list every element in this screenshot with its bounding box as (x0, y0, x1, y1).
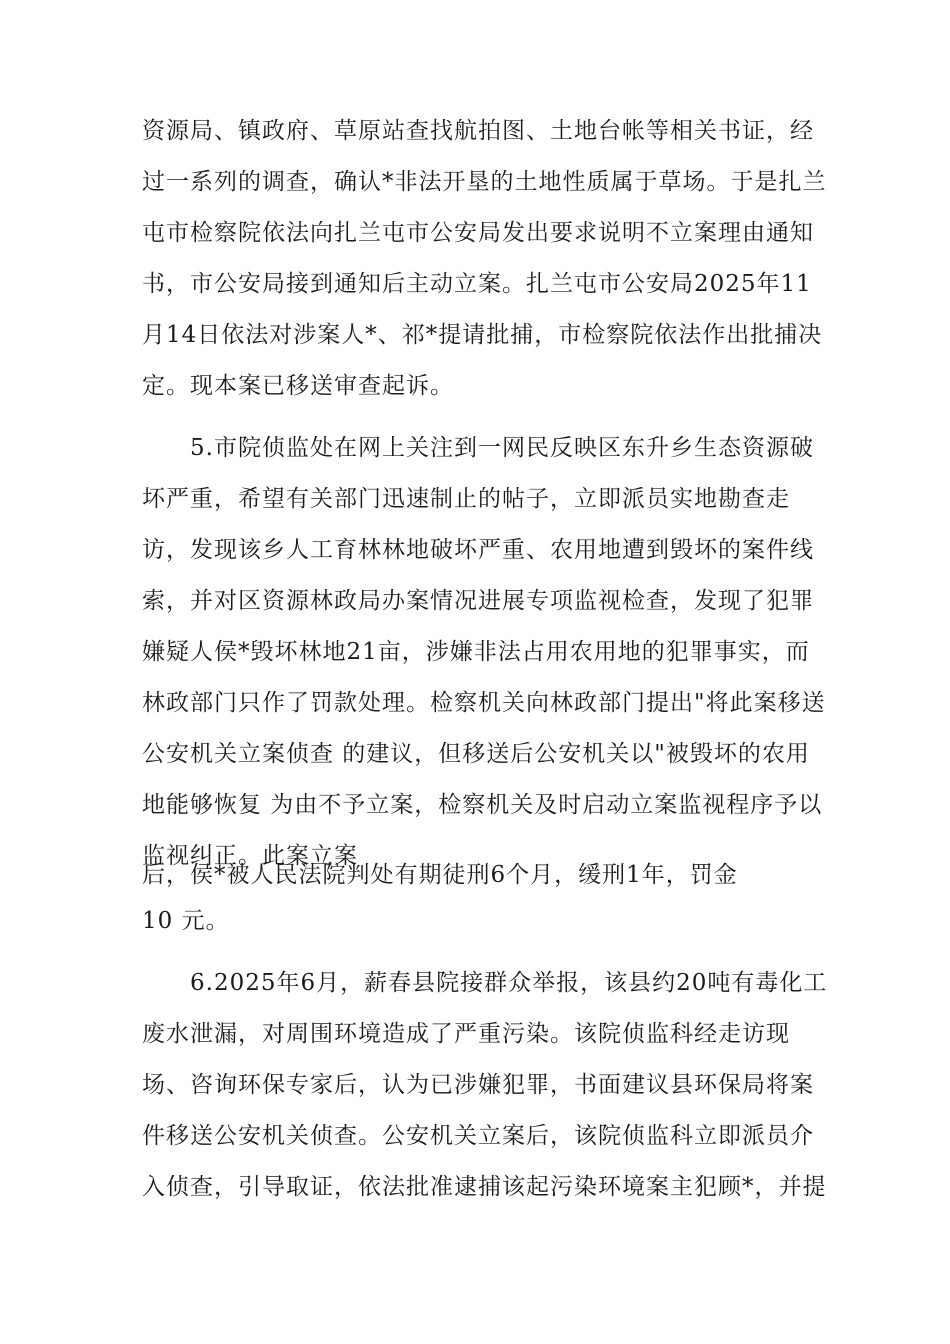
text-line: 资源局、镇政府、草原站查找航拍图、土地台帐等相关书证，经 (142, 118, 814, 144)
paragraph-5-first-line: 5.市院侦监处在网上关注到一网民反映区东升乡生态资源破 (190, 435, 814, 461)
paragraph-6-first-line: 6.2025年6月，薪春县院接群众举报，该县约20吨有毒化工 (190, 970, 828, 996)
text-line: 件移送公安机关侦查。公安机关立案后，该院侦监科立即派员介 (142, 1123, 814, 1149)
text-line: 定。现本案已移送审查起诉。 (142, 373, 454, 399)
text-line: 屯市检察院依法向扎兰屯市公安局发出要求说明不立案理由通知 (142, 220, 814, 246)
text-line: 监视纠正。此案立案 (142, 843, 358, 869)
text-line: 后，侯*被人民法院判处有期徒刑6个月，缓刑1年，罚金 (142, 862, 738, 888)
text-line: 10 元。 (142, 908, 230, 934)
text-line: 入侦查，引导取证，依法批准逮捕该起污染环境案主犯顾*，并提 (142, 1174, 827, 1200)
text-line: 坏严重，希望有关部门迅速制止的帖子，立即派员实地勘查走 (142, 486, 790, 512)
text-line: 索，并对区资源林政局办案情况进展专项监视检查，发现了犯罪 (142, 588, 814, 614)
text-line: 访，发现该乡人工育林林地破坏严重、农用地遭到毁坏的案件线 (142, 537, 814, 563)
text-line: 废水泄漏，对周围环境造成了严重污染。该院侦监科经走访现 (142, 1021, 790, 1047)
text-line: 林政部门只作了罚款处理。检察机关向林政部门提出"将此案移送 (142, 690, 826, 716)
text-line: 地能够恢复 为由不予立案，检察机关及时启动立案监视程序予以 (142, 792, 823, 818)
text-line: 场、咨询环保专家后，认为已涉嫌犯罪，书面建议县环保局将案 (142, 1072, 814, 1098)
text-line: 书，市公安局接到通知后主动立案。扎兰屯市公安局2025年11 (142, 271, 812, 297)
text-line: 公安机关立案侦查 的建议，但移送后公安机关以"被毁坏的农用 (142, 741, 810, 767)
text-line: 嫌疑人侯*毁坏林地21亩，涉嫌非法占用农用地的犯罪事实，而 (142, 639, 810, 665)
text-line: 过一系列的调查，确认*非法开垦的土地性质属于草场。于是扎兰 (142, 169, 827, 195)
text-line: 月14日依法对涉案人*、祁*提请批捕，市检察院依法作出批捕决 (142, 322, 823, 348)
